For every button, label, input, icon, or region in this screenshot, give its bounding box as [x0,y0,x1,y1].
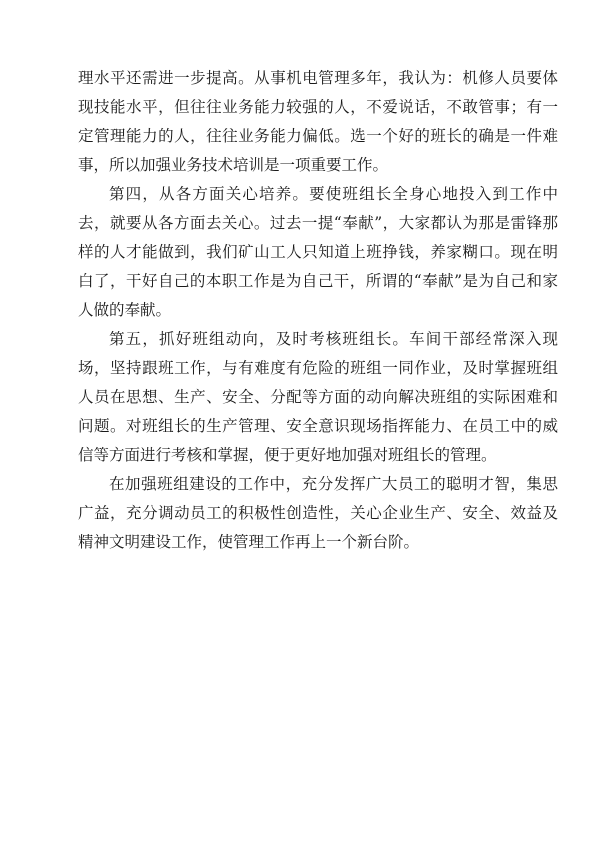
document-body [78,64,558,557]
paragraph-point-five: 第五，抓好班组动向，及时考核班组长。车间干部经常深入现场，坚持跟班工作，与有难度有危险的班组一同作业，及时掌握班组人员在思想、生产、安全、分配等方面的动向解决班组的实际困难和问题。对班组长的生产管理、安全意识现场指挥能力、在员工中的威信等方面进行考核和掌握，便于更好地加强对班组长的管理。 [78,330,558,464]
paragraph-point-four: 第四，从各方面关心培养。要使班组长全身心地投入到工作中去，就要从各方面去关心。过去一提“奉献”，大家都认为那是雷锋那样的人才能做到，我们矿山工人只知道上班挣钱，养家糊口。现在明白了，干好自己的本职工作是为自己干，所谓的“奉献”是为自己和家人做的奉献。 [78,185,558,319]
paragraph-continuation: 理水平还需进一步提高。从事机电管理多年，我认为：机修人员要体现技能水平，但往往业务能力较强的人，不爱说话，不敢管事；有一定管理能力的人，往往业务能力偏低。选一个好的班长的确是一件难事，所以加强业务技术培训是一项重要工作。 [78,69,558,174]
paragraph-conclusion: 在加强班组建设的工作中，充分发挥广大员工的聪明才智，集思广益，充分调动员工的积极性创造性，关心企业生产、安全、效益及精神文明建设工作，使管理工作再上一个新台阶。 [78,475,558,551]
